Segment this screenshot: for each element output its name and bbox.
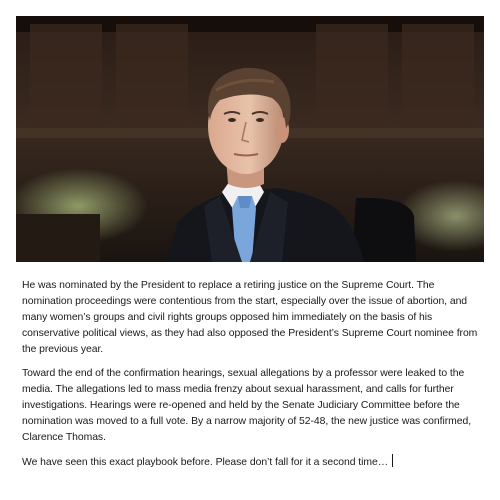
article-text [22,278,478,479]
nominee-photo [16,16,484,262]
paragraph-playbook [22,454,478,471]
text-cursor [392,454,393,467]
paragraph-nomination: He was nominated by the President to replace a retiring justice on the Supreme Court. The nomination proceedings were contentious from the start, especially over the issue of abortion, and many women’s groups and civil rights groups opposed him immediately on the basis of his conservative political views, as they had also opposed the President’s Supreme Court nominee from the previous year. [22,280,478,355]
paragraph-hearings: Toward the end of the confirmation hearings, sexual allegations by a professor were leaked to the media. The allegations led to mass media frenzy about sexual harassment, and calls for further investigations. Hearings were re-opened and held by the Senate Judiciary Committee before the nomination was moved to a full vote. By a narrow majority of 52-48, the new justice was confirmed, Clarence Thomas. [22,368,472,443]
closing-line: We have seen this exact playbook before. Please don’t fall for it a second time… [22,457,389,468]
